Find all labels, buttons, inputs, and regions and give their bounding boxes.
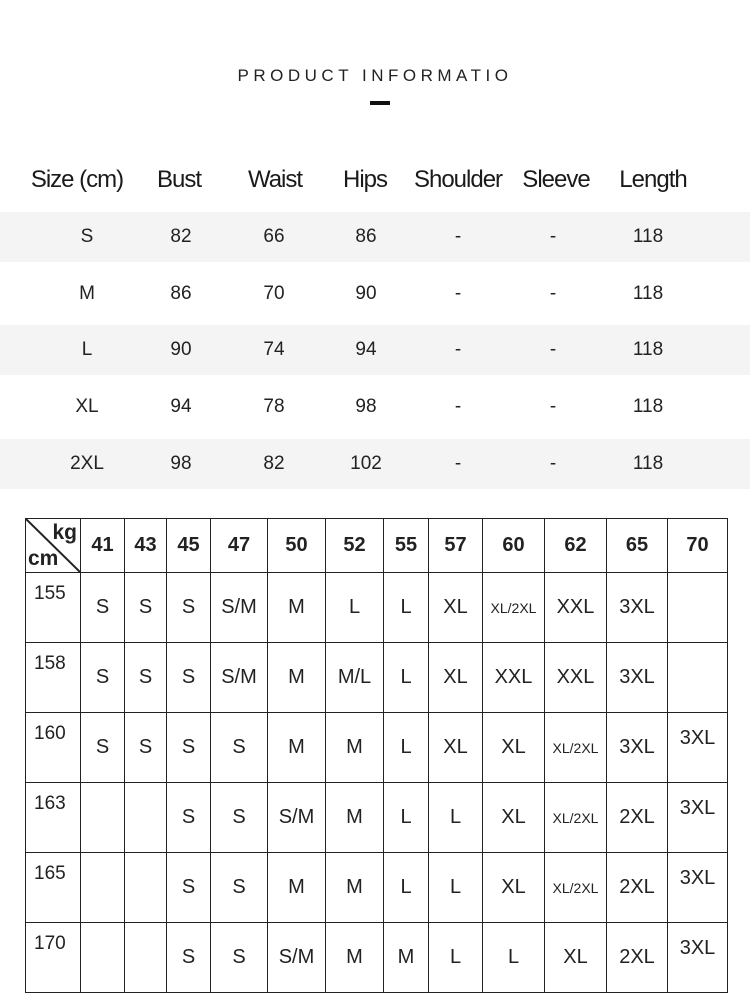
fit-size-cell: S/M bbox=[268, 783, 326, 853]
fit-size-cell: M bbox=[268, 643, 326, 713]
fit-size-cell bbox=[81, 783, 125, 853]
size-cell: - bbox=[549, 226, 557, 247]
fit-size-cell: M bbox=[384, 923, 429, 993]
fit-row bbox=[26, 783, 728, 853]
size-cell: - bbox=[549, 339, 557, 360]
fit-size-cell: XL bbox=[429, 713, 483, 783]
size-cell: 86 bbox=[355, 226, 377, 247]
fit-size-cell: L bbox=[384, 783, 429, 853]
header-sleeve: Sleeve bbox=[522, 166, 590, 193]
fit-size-cell: 3XL bbox=[668, 853, 728, 923]
fit-size-cell: M/L bbox=[326, 643, 384, 713]
fit-size-cell: L bbox=[384, 713, 429, 783]
fit-chart-table bbox=[25, 518, 728, 993]
fit-size-cell: 3XL bbox=[668, 783, 728, 853]
fit-size-cell: 3XL bbox=[668, 713, 728, 783]
fit-size-cell: L bbox=[384, 853, 429, 923]
fit-header-row bbox=[26, 519, 728, 573]
title-divider bbox=[370, 101, 390, 105]
size-cell: 118 bbox=[632, 396, 664, 417]
weight-header-cell: 50 bbox=[268, 519, 326, 573]
fit-size-cell: S bbox=[167, 573, 211, 643]
fit-size-cell bbox=[125, 853, 167, 923]
size-cell: 102 bbox=[350, 453, 382, 474]
height-cell: 170 bbox=[26, 923, 81, 993]
height-cell: 158 bbox=[26, 643, 81, 713]
header-length: Length bbox=[619, 166, 687, 193]
fit-size-cell: S bbox=[167, 643, 211, 713]
fit-size-cell: S bbox=[167, 713, 211, 783]
fit-size-cell bbox=[125, 783, 167, 853]
fit-size-cell: S bbox=[167, 923, 211, 993]
fit-size-cell: L bbox=[429, 853, 483, 923]
fit-size-cell bbox=[668, 573, 728, 643]
size-cell: XL bbox=[75, 396, 99, 417]
size-cell: 94 bbox=[170, 396, 192, 417]
size-cell: - bbox=[549, 396, 557, 417]
fit-size-cell: S bbox=[81, 643, 125, 713]
weight-header-cell: 60 bbox=[483, 519, 545, 573]
height-cell: 163 bbox=[26, 783, 81, 853]
size-cell: 2XL bbox=[70, 453, 104, 474]
fit-size-cell: S bbox=[81, 573, 125, 643]
fit-size-cell: XL/2XL bbox=[545, 713, 607, 783]
fit-size-cell: 3XL bbox=[607, 573, 668, 643]
header-shoulder: Shoulder bbox=[413, 166, 503, 193]
fit-size-cell: 2XL bbox=[607, 923, 668, 993]
fit-size-cell: XL bbox=[483, 853, 545, 923]
height-cell: 165 bbox=[26, 853, 81, 923]
size-cell: S bbox=[80, 226, 94, 247]
corner-weight-label: kg bbox=[52, 521, 77, 544]
fit-size-cell bbox=[81, 853, 125, 923]
size-cell: 118 bbox=[632, 339, 664, 360]
fit-size-cell: 3XL bbox=[668, 923, 728, 993]
fit-row bbox=[26, 923, 728, 993]
size-cell: 118 bbox=[632, 226, 664, 247]
fit-size-cell: M bbox=[326, 923, 384, 993]
size-cell: M bbox=[79, 283, 95, 304]
fit-size-cell: XXL bbox=[545, 643, 607, 713]
size-cell: - bbox=[454, 226, 462, 247]
size-row bbox=[0, 325, 750, 375]
fit-size-cell: L bbox=[326, 573, 384, 643]
size-cell: 98 bbox=[170, 453, 192, 474]
size-cell: 70 bbox=[263, 283, 285, 304]
fit-size-cell bbox=[125, 923, 167, 993]
fit-size-cell: XL bbox=[483, 713, 545, 783]
size-row bbox=[0, 212, 750, 262]
size-cell: - bbox=[454, 339, 462, 360]
fit-size-cell: 2XL bbox=[607, 783, 668, 853]
fit-size-cell: S/M bbox=[268, 923, 326, 993]
fit-size-cell: S bbox=[125, 573, 167, 643]
fit-size-cell: M bbox=[326, 783, 384, 853]
fit-size-cell: XXL bbox=[545, 573, 607, 643]
fit-size-cell: S bbox=[211, 853, 268, 923]
fit-size-cell: 3XL bbox=[607, 713, 668, 783]
weight-header-cell: 55 bbox=[384, 519, 429, 573]
size-row bbox=[0, 382, 750, 432]
size-cell: - bbox=[454, 283, 462, 304]
weight-header-cell: 41 bbox=[81, 519, 125, 573]
fit-size-cell bbox=[81, 923, 125, 993]
size-cell: 82 bbox=[170, 226, 192, 247]
fit-size-cell: S bbox=[125, 643, 167, 713]
size-cell: - bbox=[549, 283, 557, 304]
size-cell: 94 bbox=[355, 339, 377, 360]
fit-size-cell: S bbox=[211, 923, 268, 993]
fit-row bbox=[26, 643, 728, 713]
size-cell: 86 bbox=[170, 283, 192, 304]
fit-row bbox=[26, 713, 728, 783]
fit-size-cell: S/M bbox=[211, 573, 268, 643]
fit-size-cell: XL bbox=[429, 643, 483, 713]
size-cell: 118 bbox=[632, 453, 664, 474]
fit-size-cell: XL/2XL bbox=[545, 853, 607, 923]
size-cell: 90 bbox=[355, 283, 377, 304]
weight-header-cell: 62 bbox=[545, 519, 607, 573]
fit-size-cell: S/M bbox=[211, 643, 268, 713]
fit-size-cell: L bbox=[384, 573, 429, 643]
fit-size-cell: S bbox=[211, 713, 268, 783]
size-cell: - bbox=[454, 396, 462, 417]
fit-row bbox=[26, 853, 728, 923]
weight-header-cell: 45 bbox=[167, 519, 211, 573]
fit-size-cell: XL bbox=[483, 783, 545, 853]
corner-height-label: cm bbox=[28, 547, 59, 570]
header-bust: Bust bbox=[156, 166, 202, 193]
size-row bbox=[0, 269, 750, 319]
size-cell: L bbox=[81, 339, 93, 360]
fit-size-cell: M bbox=[326, 713, 384, 783]
weight-header-cell: 52 bbox=[326, 519, 384, 573]
fit-size-cell: M bbox=[268, 713, 326, 783]
fit-size-cell: XXL bbox=[483, 643, 545, 713]
header-hips: Hips bbox=[342, 166, 388, 193]
size-table-header bbox=[0, 166, 750, 200]
fit-size-cell: S bbox=[211, 783, 268, 853]
size-cell: 78 bbox=[263, 396, 285, 417]
fit-size-cell: XL bbox=[429, 573, 483, 643]
corner-cell bbox=[26, 519, 81, 573]
size-cell: 90 bbox=[170, 339, 192, 360]
fit-size-cell: XL/2XL bbox=[545, 783, 607, 853]
size-row bbox=[0, 439, 750, 489]
weight-header-cell: 57 bbox=[429, 519, 483, 573]
size-cell: - bbox=[549, 453, 557, 474]
size-cell: 74 bbox=[263, 339, 285, 360]
size-cell: 118 bbox=[632, 283, 664, 304]
fit-size-cell: L bbox=[384, 643, 429, 713]
header-size: Size (cm) bbox=[30, 166, 124, 193]
size-cell: - bbox=[454, 453, 462, 474]
fit-size-cell: M bbox=[326, 853, 384, 923]
height-cell: 155 bbox=[26, 573, 81, 643]
fit-size-cell: 3XL bbox=[607, 643, 668, 713]
weight-header-cell: 70 bbox=[668, 519, 728, 573]
fit-size-cell: S bbox=[167, 853, 211, 923]
fit-size-cell: L bbox=[429, 783, 483, 853]
fit-size-cell: S bbox=[167, 783, 211, 853]
weight-header-cell: 43 bbox=[125, 519, 167, 573]
height-cell: 160 bbox=[26, 713, 81, 783]
fit-size-cell: XL/2XL bbox=[483, 573, 545, 643]
size-cell: 66 bbox=[263, 226, 285, 247]
fit-size-cell: L bbox=[483, 923, 545, 993]
header-waist: Waist bbox=[247, 166, 303, 193]
fit-size-cell bbox=[668, 643, 728, 713]
fit-size-cell: L bbox=[429, 923, 483, 993]
weight-header-cell: 65 bbox=[607, 519, 668, 573]
page-title: PRODUCT INFORMATIO bbox=[237, 66, 513, 85]
fit-size-cell: XL bbox=[545, 923, 607, 993]
fit-size-cell: M bbox=[268, 573, 326, 643]
fit-size-cell: S bbox=[125, 713, 167, 783]
fit-row bbox=[26, 573, 728, 643]
fit-size-cell: S bbox=[81, 713, 125, 783]
fit-size-cell: M bbox=[268, 853, 326, 923]
weight-header-cell: 47 bbox=[211, 519, 268, 573]
size-cell: 98 bbox=[355, 396, 377, 417]
fit-size-cell: 2XL bbox=[607, 853, 668, 923]
size-cell: 82 bbox=[263, 453, 285, 474]
